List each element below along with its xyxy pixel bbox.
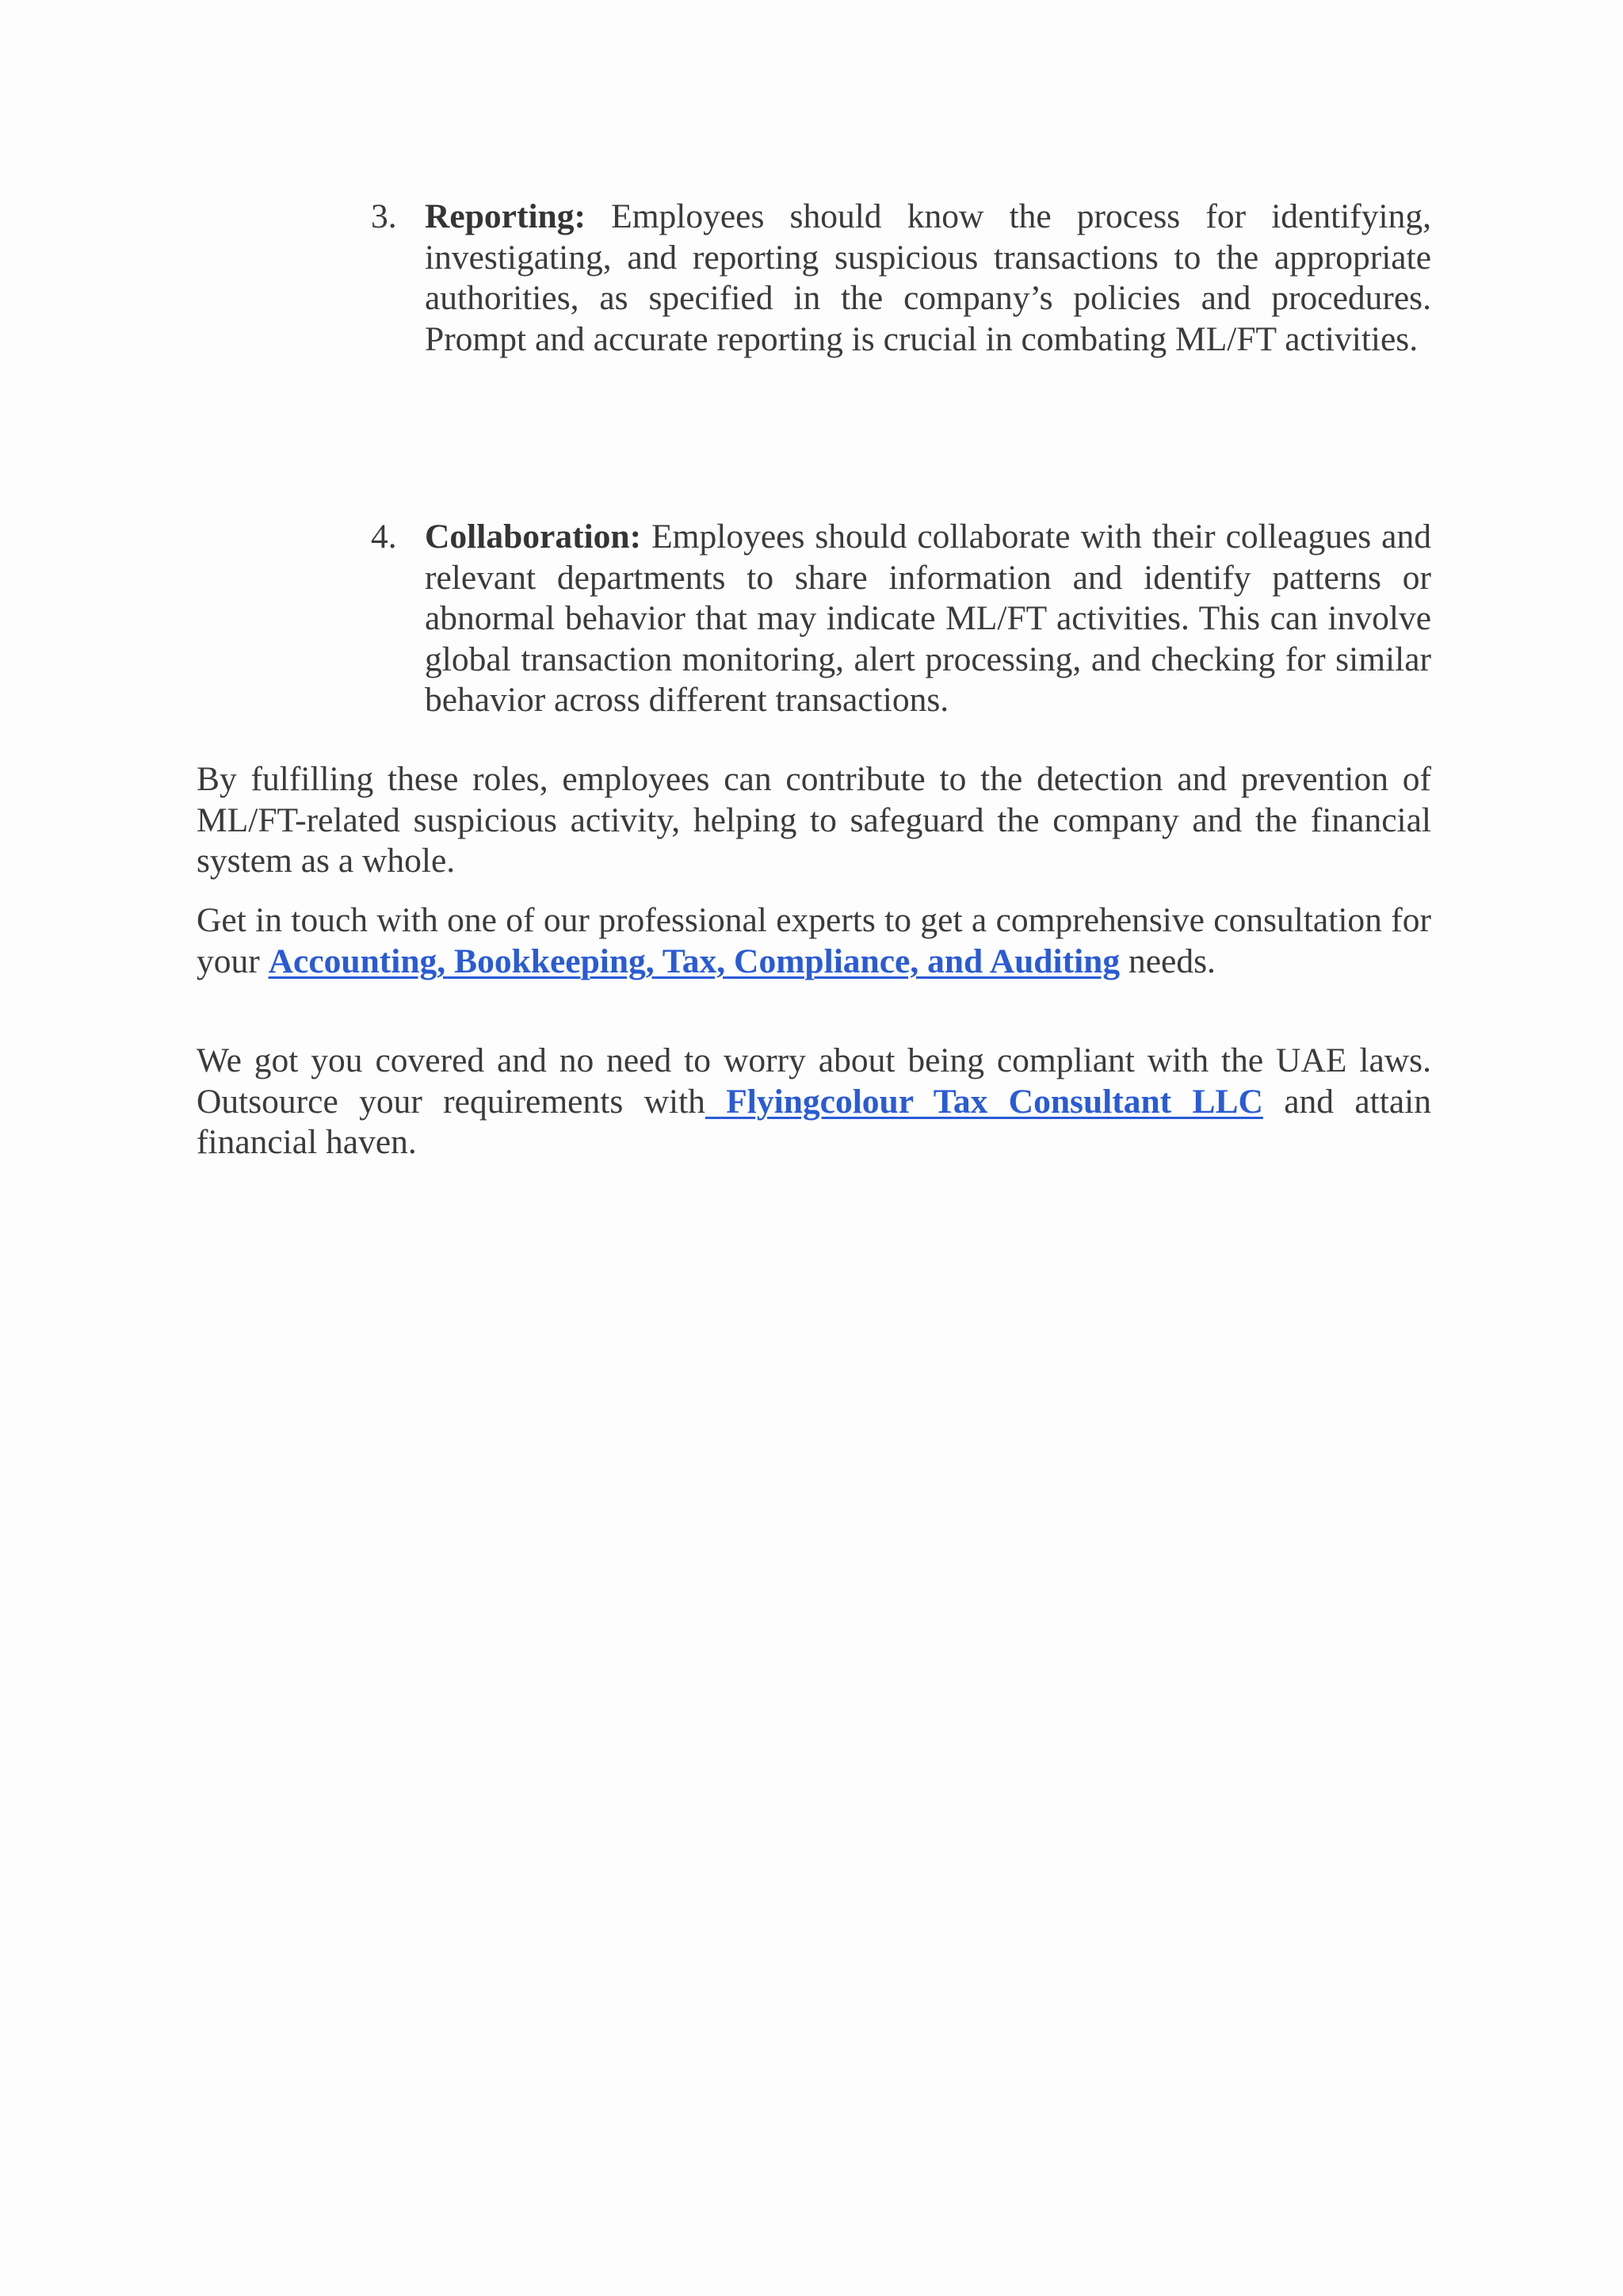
list-item-body xyxy=(425,197,1431,360)
list-item-text: Employees should collaborate with their colleagues and relevant departments to share information and identify patterns or abnormal behavior that may indicate ML/FT activities. This can involve global transaction monitoring, alert processing, and checking for similar behavior across different transactions. xyxy=(425,518,1431,720)
list-item-text: Employees should know the process for identifying, investigating, and reporting suspicious transactions to the appropriate authorities, as specified in the company’s policies and procedures. Prompt and accurate reporting is crucial in combating ML/FT activities. xyxy=(425,197,1431,358)
paragraph-contact-experts xyxy=(197,900,1431,982)
list-item-collaboration xyxy=(371,517,1431,721)
company-link[interactable]: Flyingcolour Tax Consultant LLC xyxy=(705,1082,1263,1121)
covered-text: We got you covered and no need to worry about being compliant with the UAE laws. Outsource your requirements with xyxy=(197,1041,1431,1121)
contact-text-end: needs. xyxy=(1120,942,1216,980)
paragraph-covered xyxy=(197,1041,1431,1163)
list-item-title: Reporting: xyxy=(425,197,586,235)
list-number: 4. xyxy=(371,518,397,556)
paragraph-fulfilling-roles: By fulfilling these roles, employees can contribute to the detection and prevention of ML/FT-related suspicious activity, helping to safeguard the company and the financial system as a whole. xyxy=(197,760,1431,881)
list-item-body xyxy=(425,517,1431,721)
list-item-reporting xyxy=(371,197,1431,360)
covered-text-end: and attain financial haven. xyxy=(197,1082,1431,1162)
list-number: 3. xyxy=(371,197,397,235)
contact-text: Get in touch with one of our professional experts to get a comprehensive consultation for your xyxy=(197,901,1431,980)
list-item-title: Collaboration: xyxy=(425,518,642,556)
services-link[interactable]: Accounting, Bookkeeping, Tax, Compliance, and Auditing xyxy=(268,942,1121,980)
